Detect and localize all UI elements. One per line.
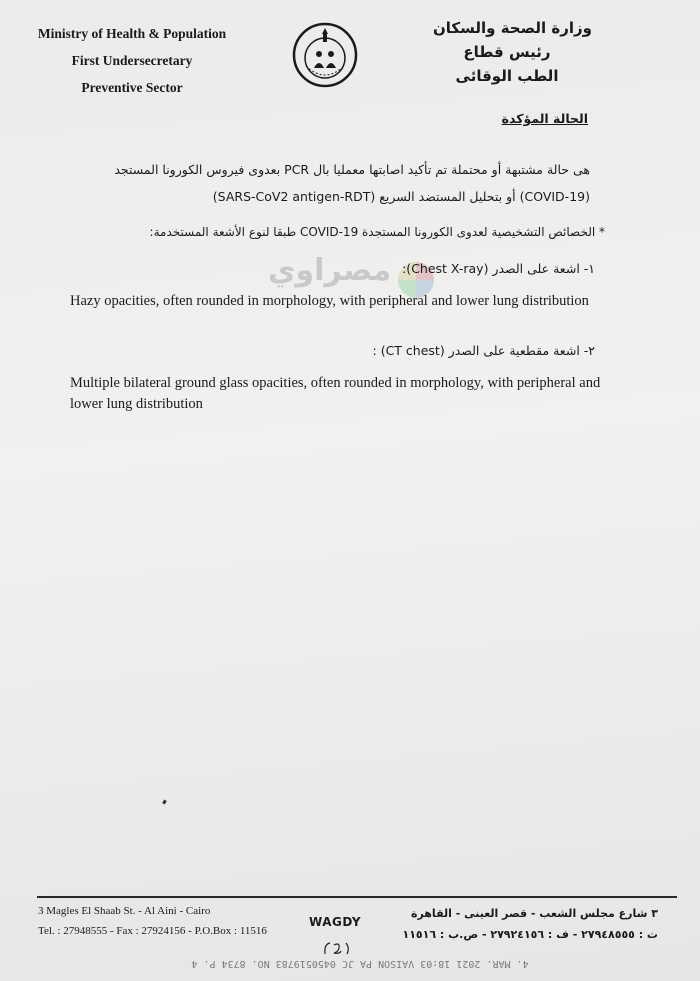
english-letterhead — [32, 20, 232, 101]
chest-xray-title: ١- اشعة على الصدر (Chest X-ray): — [402, 261, 595, 276]
watermark-text: مصراوي — [268, 253, 392, 288]
ct-chest-title: ٢- اشعة مقطعية على الصدر (CT chest) : — [372, 343, 595, 358]
sector-ar: الطب الوقائى — [455, 67, 559, 85]
footer-contact-en: Tel. : 27948555 - Fax : 27924156 - P.O.Box : 11516 — [38, 925, 267, 937]
ink-speck — [162, 800, 167, 805]
definition-line-1: هى حالة مشتبهة أو محتملة تم تأكيد اصابتها معمليا بال PCR بعدوى فيروس الكورونا المستجد — [114, 162, 590, 177]
footer-contact-ar: ت : ٢٧٩٤٨٥٥٥ - ف : ٢٧٩٢٤١٥٦ - ص.ب : ١١٥١٦ — [402, 928, 658, 941]
ct-chest-description: Multiple bilateral ground glass opacities, often rounded in morphology, with peripheral and lower lung distribution — [70, 375, 601, 412]
footer-address-en: 3 Magles El Shaab St. - Al Aini - Cairo — [38, 905, 211, 917]
ministry-name-en: Ministry of Health & Population — [37, 26, 227, 41]
chest-xray-description: Hazy opacities, often rounded in morphology, with peripheral and lower lung distribution — [70, 293, 589, 309]
fax-header-strip: 4. MAR. 2021 18:03 VAISON PA JC 0450519783 NO. 8734 P. 4 — [191, 958, 529, 969]
footer-address-ar: ٣ شارع مجلس الشعب - قصر العينى - القاهرة — [410, 907, 658, 920]
handwritten-mark-icon — [322, 940, 352, 956]
arabic-letterhead — [422, 16, 592, 88]
footer-rule — [37, 896, 677, 898]
ministry-name-ar: وزارة الصحة والسكان — [432, 19, 592, 37]
sector-en: Preventive Sector — [81, 80, 183, 95]
undersecretary-en: First Undersecretary — [71, 53, 193, 68]
footer-wagdy: WAGDY — [309, 915, 362, 929]
definition-line-2: (COVID-19) أو بتحليل المستضد السريع (SARS-CoV2 antigen-RDT) — [212, 189, 590, 204]
confirmed-case-heading: الحالة المؤكدة — [501, 111, 588, 126]
undersecretary-ar: رئيس قطاع — [463, 43, 551, 61]
diagnostic-features-bullet: * الخصائص التشخيصية لعدوى الكورونا المستجدة COVID-19 طبقا لنوع الأشعة المستخدمة: — [149, 225, 605, 239]
ministry-seal-icon — [292, 22, 358, 88]
